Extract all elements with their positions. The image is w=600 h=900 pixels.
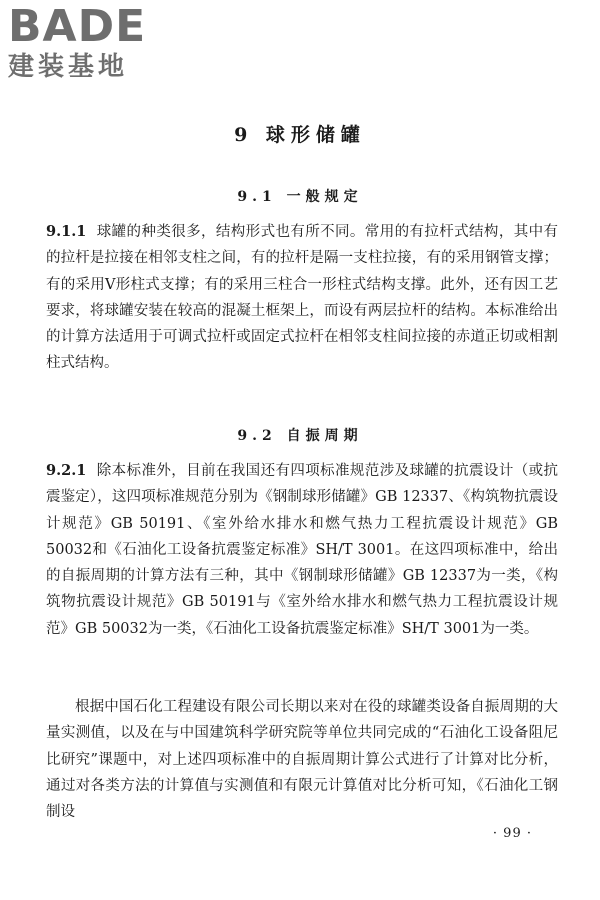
page-number: · 99 · — [492, 826, 532, 841]
chapter-title: 9 球形储罐 — [234, 124, 366, 146]
brand-logo — [8, 1, 178, 82]
clause-9-1-1 — [46, 219, 558, 377]
clause-number: 9.1.1 — [46, 223, 87, 240]
body-paragraph: 根据中国石化工程建设有限公司长期以来对在役的球罐类设备自振周期的大量实测值，以及在与中国建筑科学研究院等单位共同完成的“石油化工设备阻尼比研究”课题中，对上述四项标准中的自振周期计算公式进行了计算对比分析，通过对各类方法的计算值与实测值和有限元计算值对比分析可知，《石油化工钢制设 — [46, 699, 558, 821]
clause-9-2-1 — [46, 458, 558, 642]
clause-text: 球罐的种类很多，结构形式也有所不同。常用的有拉杆式结构，其中有的拉杆是拉接在相邻支柱之间，有的拉杆是隔一支柱拉接，有的采用钢管支撑；有的采用V形柱式支撑；有的采用三柱合一形柱式结构支撑。此外，还有因工艺要求，将球罐安装在较高的混凝土框架上，而设有两层拉杆的结构。本标准给出的计算方法适用于可调式拉杆或固定式拉杆在相邻支柱间拉接的赤道正切或相割柱式结构。 — [46, 224, 558, 372]
section-title-9-2: 9.2 自振周期 — [237, 428, 363, 444]
clause-number: 9.2.1 — [46, 462, 87, 479]
logo-wordmark: BADE — [8, 1, 147, 52]
clause-text: 除本标准外，目前在我国还有四项标准规范涉及球罐的抗震设计（或抗震鉴定），这四项标准规范分别为《钢制球形储罐》GB 12337、《构筑物抗震设计规范》GB 50191、《室外给水排水和燃气热力工程抗震设计规范》GB 50032和《石油化工设备抗震鉴定标准》SH/T 3001。在这四项标准中，给出的自振周期的计算方法有三种，其中《钢制球形储罐》GB 12337为一类，《构筑物抗震设计规范》GB 50191与《室外给水排水和燃气热力工程抗震设计规范》GB 50032为一类，《石油化工设备抗震鉴定标准》SH/T 3001为一类。 — [46, 463, 558, 637]
section-title-9-1: 9.1 一般规定 — [237, 189, 363, 205]
logo-subtitle: 建装基地 — [8, 52, 129, 82]
